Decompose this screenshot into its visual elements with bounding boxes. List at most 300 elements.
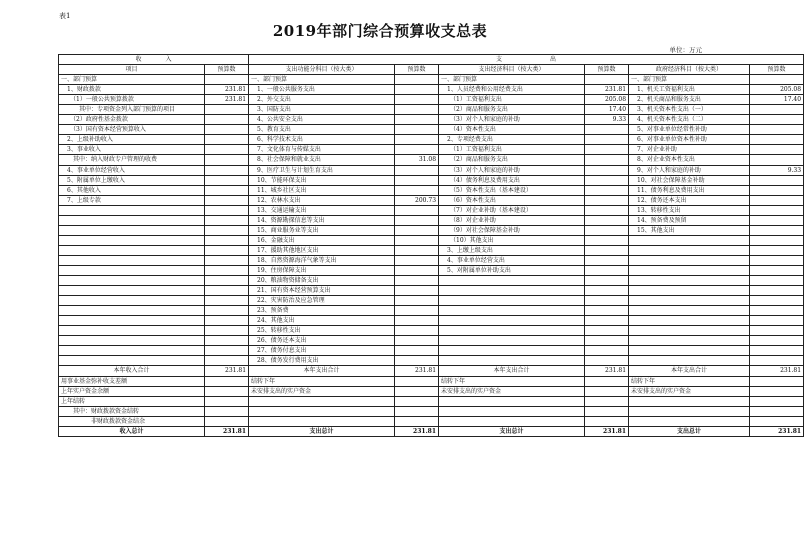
item-cell [439,356,585,366]
table-row [59,155,804,165]
amount-cell [750,235,804,245]
item-cell: 19、住房保障支出 [249,265,395,275]
amount-cell [205,175,249,185]
item-cell: 10、对社会保障基金补助 [629,175,750,185]
item-cell: 3、上缴上级支出 [439,245,585,255]
grand-total-row [59,426,804,436]
amount-cell [395,165,439,175]
amount-cell [585,175,629,185]
amount-cell [395,175,439,185]
item-cell: 17、援助其他地区支出 [249,245,395,255]
table-row [59,105,804,115]
amount-cell [395,386,439,396]
item-cell: 9、医疗卫生与计划生育支出 [249,165,395,175]
item-cell: 5、附属单位上缴收入 [59,175,205,185]
item-cell [59,255,205,265]
amount-cell [205,265,249,275]
econ-header: 支出经济科目（按大类） [439,65,585,75]
item-cell [439,336,585,346]
amount-cell [395,245,439,255]
extra-row [59,396,804,406]
item-cell [439,306,585,316]
amount-cell [205,235,249,245]
amount-cell [750,105,804,115]
amount-cell [205,135,249,145]
amount-cell: 205.08 [585,95,629,105]
item-cell: （1）工资福利支出 [439,95,585,105]
extra-row [59,416,804,426]
amount-cell: 205.08 [750,85,804,95]
amount-cell [585,125,629,135]
item-cell: （2）政府性基金拨款 [59,115,205,125]
item-cell [59,276,205,286]
item-cell: 未安排支出的实户资金 [249,386,395,396]
item-cell [249,406,395,416]
budget-header: 预算数 [395,65,439,75]
item-cell: 21、国有资本经营预算支出 [249,286,395,296]
table-row [59,165,804,175]
table-row [59,265,804,275]
item-cell: （3）国有资本经营预算收入 [59,125,205,135]
item-cell [629,265,750,275]
item-cell: （4）资本性支出 [439,125,585,135]
item-cell: 12、农林水支出 [249,195,395,205]
item-cell: 6、其他收入 [59,185,205,195]
page-title: 2019年部门综合预算收支总表 [272,22,488,40]
total-amount-cell: 231.81 [750,366,804,376]
item-header: 项目 [59,65,205,75]
amount-cell [395,105,439,115]
item-cell: 结转下年 [629,376,750,386]
amount-cell [750,125,804,135]
amount-cell [750,286,804,296]
item-cell: 2、机关商品和服务支出 [629,95,750,105]
table-row [59,235,804,245]
amount-cell: 17.40 [585,105,629,115]
table-row [59,296,804,306]
item-cell: 一、部门预算 [629,75,750,85]
item-cell [629,276,750,286]
table-number: 表1 [59,12,71,20]
item-cell: 一、部门预算 [439,75,585,85]
amount-cell: 231.81 [585,85,629,95]
amount-cell [395,85,439,95]
amount-cell [585,75,629,85]
amount-cell [205,386,249,396]
item-cell [629,245,750,255]
item-cell [629,356,750,366]
item-cell: （7）对企业补助（基本建设） [439,205,585,215]
item-cell [59,306,205,316]
amount-cell [205,215,249,225]
item-cell: （5）资本性支出（基本建设） [439,185,585,195]
item-cell: 22、灾害防治及应急管理 [249,296,395,306]
table-row [59,75,804,85]
item-cell: （10）其他支出 [439,235,585,245]
total-amount-cell: 231.81 [395,366,439,376]
amount-cell [205,416,249,426]
amount-cell [205,245,249,255]
budget-header: 预算数 [750,65,804,75]
table-row [59,326,804,336]
item-cell [249,396,395,406]
expense-header: 支 出 [249,55,804,65]
table-row [59,336,804,346]
item-cell [629,416,750,426]
item-cell: 26、债务还本支出 [249,336,395,346]
grand-total-label: 支出总计 [249,426,395,436]
total-label-cell: 本年支出合计 [629,366,750,376]
item-cell: 18、自然资源海洋气象等支出 [249,255,395,265]
table-row [59,195,804,205]
table-row [59,306,804,316]
item-cell: 14、预备费及预留 [629,215,750,225]
amount-cell [750,265,804,275]
gov-header: 政府经济科目（按大类） [629,65,750,75]
item-cell: 上年结转 [59,396,205,406]
table-row [59,135,804,145]
item-cell [59,336,205,346]
item-cell: 11、债务利息及费用支出 [629,185,750,195]
budget-header: 预算数 [205,65,249,75]
table-row [59,95,804,105]
table-row [59,215,804,225]
amount-cell [750,195,804,205]
table-row [59,286,804,296]
table-row [59,175,804,185]
item-cell: 3、机关资本性支出（一） [629,105,750,115]
item-cell [629,346,750,356]
item-cell [439,276,585,286]
item-cell: 一、部门预算 [59,75,205,85]
item-cell [629,336,750,346]
amount-cell [585,215,629,225]
amount-cell: 231.81 [205,95,249,105]
amount-cell [205,356,249,366]
amount-cell [750,155,804,165]
item-cell: （6）资本性支出 [439,195,585,205]
item-cell: 1、机关工资福利支出 [629,85,750,95]
amount-cell [205,75,249,85]
amount-cell [205,165,249,175]
amount-cell [585,296,629,306]
amount-cell [750,326,804,336]
amount-cell [395,286,439,296]
amount-cell [585,316,629,326]
item-cell: （1）工资福利支出 [439,145,585,155]
amount-cell [395,235,439,245]
item-cell: 1、财政拨款 [59,85,205,95]
item-cell: 9、对个人和家庭的补助 [629,165,750,175]
item-cell: 6、对事业单位资本性补助 [629,135,750,145]
extra-row [59,406,804,416]
item-cell [59,205,205,215]
item-cell [59,326,205,336]
item-cell: （3）对个人和家庭的补助 [439,165,585,175]
item-cell [629,296,750,306]
amount-cell [750,396,804,406]
item-cell [249,416,395,426]
income-header: 收 入 [59,55,249,65]
item-cell: 28、债务发行费用支出 [249,356,395,366]
amount-cell [585,225,629,235]
amount-cell [205,296,249,306]
amount-cell [750,185,804,195]
amount-cell: 31.08 [395,155,439,165]
amount-cell: 9.33 [585,115,629,125]
item-cell [439,406,585,416]
amount-cell: 231.81 [205,85,249,95]
extra-row [59,386,804,396]
item-cell [59,225,205,235]
item-cell [439,296,585,306]
amount-cell [750,376,804,386]
item-cell [629,306,750,316]
item-cell: 3、国防支出 [249,105,395,115]
amount-cell [395,326,439,336]
item-cell: 4、机关资本性支出（二） [629,115,750,125]
amount-cell [395,336,439,346]
amount-cell [750,296,804,306]
item-cell [629,316,750,326]
grand-total-amount: 231.81 [585,426,629,436]
item-cell [439,396,585,406]
item-cell: 2、上级补助收入 [59,135,205,145]
amount-cell [395,135,439,145]
item-cell: 27、债务付息支出 [249,346,395,356]
item-cell: 23、预备费 [249,306,395,316]
amount-cell [395,75,439,85]
amount-cell [205,336,249,346]
item-cell [439,286,585,296]
item-cell: 未安排支出的实户资金 [629,386,750,396]
amount-cell [395,145,439,155]
unit-label: 单位：万元 [669,46,702,54]
amount-cell [205,205,249,215]
item-cell: 结转下年 [249,376,395,386]
amount-cell [585,255,629,265]
amount-cell [585,356,629,366]
item-cell: 8、对企业资本性支出 [629,155,750,165]
func-header: 支出功能分科目（按大类） [249,65,395,75]
item-cell: 16、金融支出 [249,235,395,245]
amount-cell [585,245,629,255]
item-cell [59,286,205,296]
table-row [59,125,804,135]
amount-cell [395,255,439,265]
amount-cell [585,135,629,145]
item-cell: 2、外交支出 [249,95,395,105]
item-cell: 13、交通运输支出 [249,205,395,215]
amount-cell [395,316,439,326]
amount-cell [395,205,439,215]
table-row [59,255,804,265]
amount-cell [395,225,439,235]
item-cell [59,296,205,306]
item-cell: 2、专项经费支出 [439,135,585,145]
extra-row [59,376,804,386]
amount-cell [205,326,249,336]
item-cell [59,215,205,225]
item-cell [439,346,585,356]
amount-cell [395,125,439,135]
item-cell [629,235,750,245]
amount-cell [395,276,439,286]
amount-cell [585,336,629,346]
item-cell: 20、粮油物资储备支出 [249,276,395,286]
table-row [59,115,804,125]
amount-cell [585,265,629,275]
amount-cell [205,396,249,406]
item-cell: （2）商品和服务支出 [439,155,585,165]
item-cell [59,356,205,366]
budget-summary-table [58,54,804,437]
item-cell [629,406,750,416]
item-cell: 11、城乡社区支出 [249,185,395,195]
total-amount-cell: 231.81 [585,366,629,376]
amount-cell [750,336,804,346]
amount-cell [585,276,629,286]
item-cell: 非财政拨款资金结余 [59,416,205,426]
item-cell [59,265,205,275]
item-cell: 结转下年 [439,376,585,386]
item-cell: 5、教育支出 [249,125,395,135]
item-cell: 4、事业单位经营收入 [59,165,205,175]
item-cell: 4、事业单位经营支出 [439,255,585,265]
table-row [59,225,804,235]
amount-cell [205,115,249,125]
amount-cell [585,326,629,336]
item-cell [59,346,205,356]
item-cell: （8）对企业补助 [439,215,585,225]
amount-cell [750,306,804,316]
item-cell [629,286,750,296]
table-row [59,205,804,215]
amount-cell: 200.73 [395,195,439,205]
item-cell: （3）对个人和家庭的补助 [439,115,585,125]
item-cell: 用事业基金弥补收支差额 [59,376,205,386]
amount-cell [205,185,249,195]
amount-cell [750,406,804,416]
item-cell: 上年实户资金余额 [59,386,205,396]
grand-total-label: 支出总计 [439,426,585,436]
item-cell: 25、转移性支出 [249,326,395,336]
amount-cell [395,95,439,105]
table-row [59,145,804,155]
amount-cell [750,175,804,185]
amount-cell [750,255,804,265]
amount-cell [585,386,629,396]
table-row [59,85,804,95]
item-cell: 未安排支出的实户资金 [439,386,585,396]
amount-cell [750,145,804,155]
item-cell: 1、人员经费和公用经费支出 [439,85,585,95]
amount-cell [585,406,629,416]
grand-total-label: 收入总计 [59,426,205,436]
item-cell: （9）对社会保障基金补助 [439,225,585,235]
amount-cell [750,356,804,366]
table-row [59,245,804,255]
grand-total-amount: 231.81 [205,426,249,436]
grand-total-amount: 231.81 [395,426,439,436]
amount-cell [750,215,804,225]
item-cell: 其中：纳入财政专户管理的收费 [59,155,205,165]
table-row [59,346,804,356]
amount-cell [205,225,249,235]
amount-cell [395,185,439,195]
grand-total-label: 支出总计 [629,426,750,436]
total-label-cell: 本年支出合计 [439,366,585,376]
table-row [59,316,804,326]
item-cell: 7、对企业补助 [629,145,750,155]
amount-cell [585,155,629,165]
amount-cell [585,145,629,155]
item-cell: 7、文化体育与传媒支出 [249,145,395,155]
item-cell: 13、转移性支出 [629,205,750,215]
item-cell: 一、部门预算 [249,75,395,85]
amount-cell [395,346,439,356]
table-row [59,356,804,366]
amount-cell [205,145,249,155]
item-cell: （4）债务利息及费用支出 [439,175,585,185]
amount-cell [205,376,249,386]
amount-cell [750,75,804,85]
amount-cell [585,306,629,316]
amount-cell [205,316,249,326]
item-cell: （2）商品和服务支出 [439,105,585,115]
header-row-2 [59,65,804,75]
amount-cell [395,296,439,306]
table-row [59,185,804,195]
amount-cell [395,396,439,406]
amount-cell [585,205,629,215]
total-label-cell: 本年支出合计 [249,366,395,376]
amount-cell [585,235,629,245]
amount-cell [395,356,439,366]
amount-cell [750,416,804,426]
item-cell: （1）一般公共预算拨款 [59,95,205,105]
item-cell: 4、公共安全支出 [249,115,395,125]
item-cell: 15、其他支出 [629,225,750,235]
item-cell: 其中：财政拨款资金结转 [59,406,205,416]
amount-cell [205,306,249,316]
item-cell: 24、其他支出 [249,316,395,326]
amount-cell [205,406,249,416]
amount-cell [395,115,439,125]
total-label-cell: 本年收入合计 [59,366,205,376]
amount-cell [395,416,439,426]
amount-cell [585,286,629,296]
amount-cell [205,255,249,265]
amount-cell [205,125,249,135]
item-cell: 1、一般公共服务支出 [249,85,395,95]
amount-cell: 9.33 [750,165,804,175]
item-cell [59,316,205,326]
item-cell: 5、对附属单位补助支出 [439,265,585,275]
item-cell [629,396,750,406]
table-row [59,276,804,286]
amount-cell [750,386,804,396]
item-cell: 其中：专项资金列入部门预算的项目 [59,105,205,115]
amount-cell [585,185,629,195]
item-cell [439,416,585,426]
amount-cell [205,195,249,205]
amount-cell [750,316,804,326]
amount-cell [585,165,629,175]
item-cell [59,235,205,245]
amount-cell [585,416,629,426]
amount-cell [395,306,439,316]
